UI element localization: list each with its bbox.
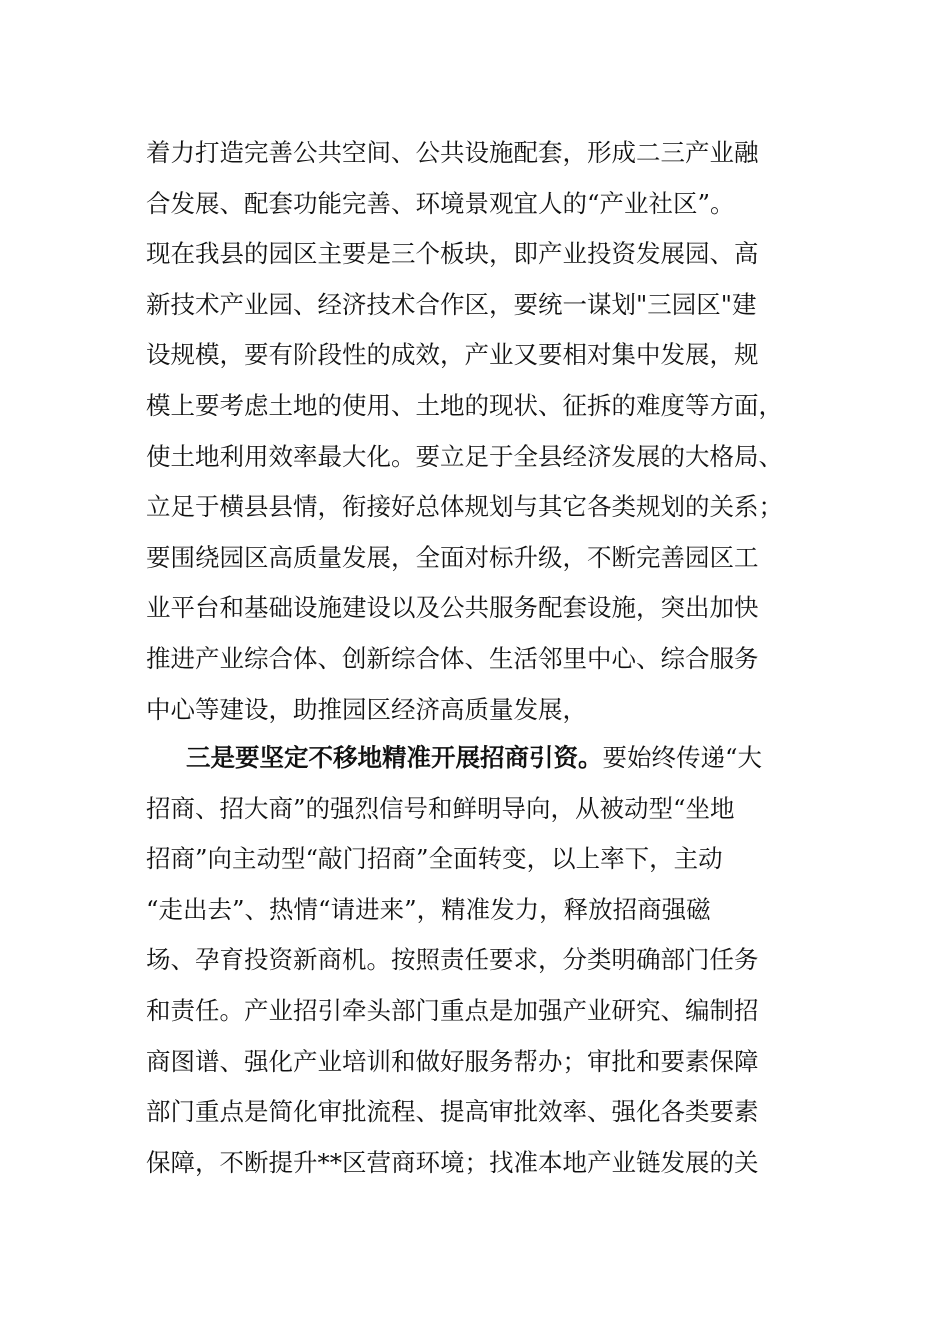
text-fragment: 要始终传递“大 [602,743,763,772]
text-line: 和责任。产业招引牵头部门重点是加强产业研究、编制招 [146,995,759,1025]
text-line: 合发展、配套功能完善、环境景观宜人的“产业社区”。 [146,188,735,218]
text-line: 现在我县的园区主要是三个板块，即产业投资发展园、高 [146,239,759,269]
text-line: 中心等建设，助推园区经济高质量发展， [146,694,587,724]
paragraph-industrial-parks [146,128,806,735]
text-line: 新技术产业园、经济技术合作区，要统一谋划"三园区"建 [146,289,757,319]
text-line: 设规模，要有阶段性的成效，产业又要相对集中发展，规 [146,340,759,370]
text-line: 推进产业综合体、创新综合体、生活邻里中心、综合服务 [146,643,759,673]
text-line: “走出去”、热情“请进来”，精准发力，释放招商强磁 [146,894,711,924]
text-line: 使土地利用效率最大化。要立足于全县经济发展的大格局、 [146,441,783,471]
text-line: 招商”向主动型“敲门招商”全面转变，以上率下，主动 [146,844,723,874]
text-line: 业平台和基础设施建设以及公共服务配套设施，突出加快 [146,593,759,623]
text-line: 商图谱、强化产业培训和做好服务帮办；审批和要素保障 [146,1046,759,1076]
text-line: 场、孕育投资新商机。按照责任要求，分类明确部门任务 [146,945,759,975]
text-line: 招商、招大商”的强烈信号和鲜明导向，从被动型“坐地 [146,793,735,823]
text-line: 立足于横县县情，衔接好总体规划与其它各类规划的关系； [146,492,783,522]
text-line: 模上要考虑土地的使用、土地的现状、征拆的难度等方面， [146,390,783,420]
text-line: 保障，不断提升**区营商环境；找准本地产业链发展的关 [146,1147,759,1177]
text-line: 要围绕园区高质量发展，全面对标升级，不断完善园区工 [146,542,759,572]
text-line: 着力打造完善公共空间、公共设施配套，形成二三产业融 [146,138,759,167]
text-line: 部门重点是简化审批流程、提高审批效率、强化各类要素 [146,1097,759,1127]
paragraph-investment-attraction [146,733,806,1188]
text-line-first [146,733,806,784]
paragraph-heading: 三是要坚定不移地精准开展招商引资。 [186,743,603,772]
